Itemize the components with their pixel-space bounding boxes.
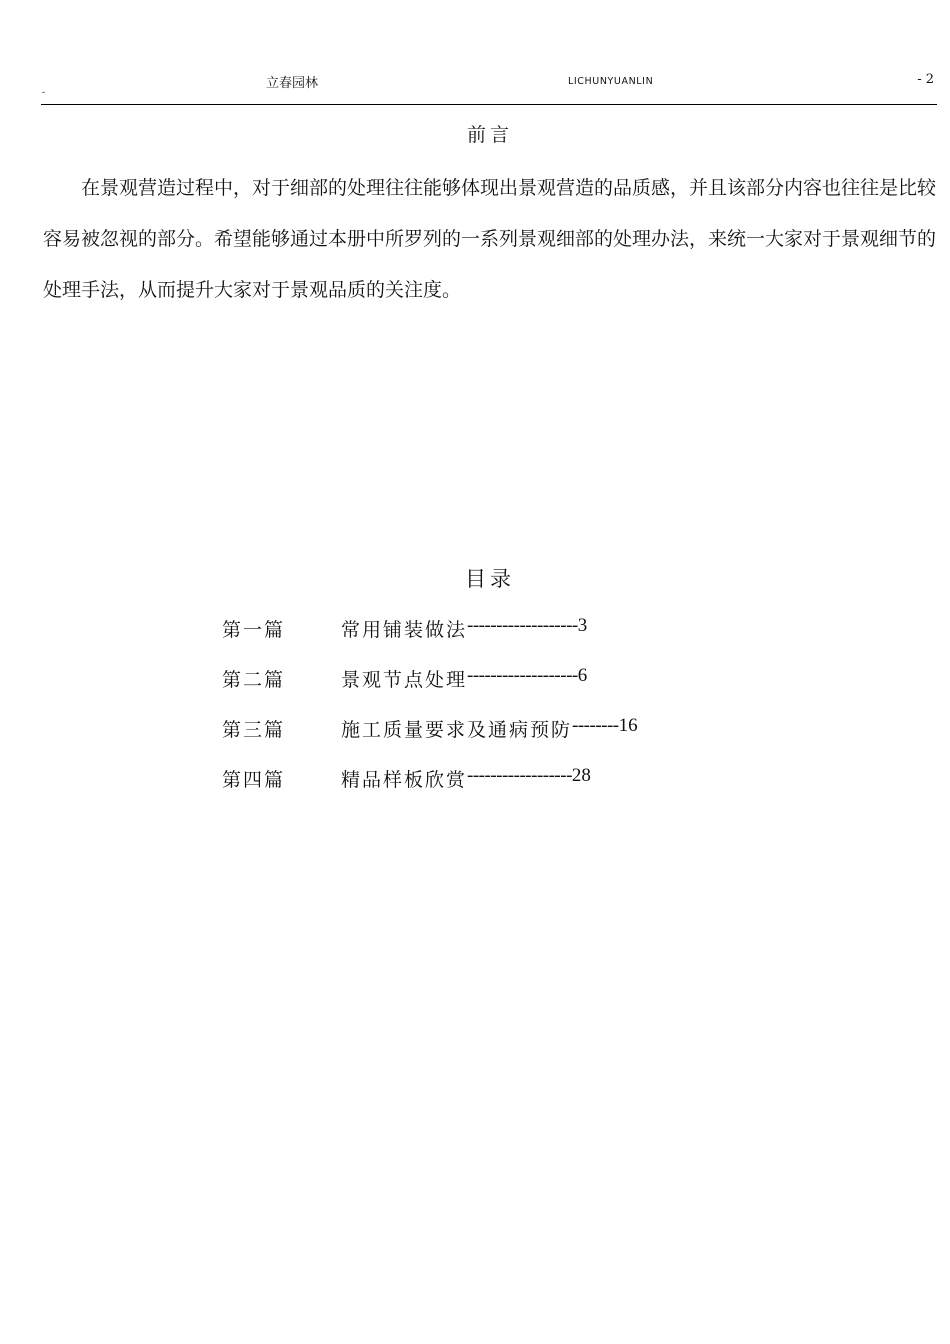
header-company-latin: LICHUNYUANLIN xyxy=(568,76,654,87)
toc-entry[interactable] xyxy=(222,765,638,815)
toc-title: 目录 xyxy=(465,567,515,591)
toc-entry-page: 28 xyxy=(571,765,591,786)
toc-entry-page: 6 xyxy=(577,665,588,686)
toc-entry[interactable] xyxy=(222,715,638,765)
toc-entry-part: 第一篇 xyxy=(222,619,286,641)
toc-entry-name: 施工质量要求及通病预防 xyxy=(341,719,573,741)
toc-entry-name: 常用铺装做法 xyxy=(341,619,468,641)
toc-entry-page: 3 xyxy=(577,615,588,636)
preface-paragraph: 在景观营造过程中，对于细部的处理往往能够体现出景观营造的品质感，并且该部分内容也往往是比较容易被忽视的部分。希望能够通过本册中所罗列的一系列景观细部的处理办法，来统一大家对于景观细节的处理手法，从而提升大家对于景观品质的关注度。 xyxy=(43,177,937,301)
toc-entry-leader: ------------------- xyxy=(467,665,578,686)
toc-entry-part: 第二篇 xyxy=(222,669,286,691)
toc-entry-name: 精品样板欣赏 xyxy=(341,769,468,791)
table-of-contents xyxy=(222,615,638,815)
toc-entry-leader: -------- xyxy=(572,715,619,736)
header-dash: - xyxy=(42,88,46,98)
toc-entry[interactable] xyxy=(222,615,638,665)
toc-entry-part: 第三篇 xyxy=(222,719,286,741)
toc-entry[interactable] xyxy=(222,665,638,715)
toc-entry-leader: ------------------- xyxy=(467,615,578,636)
toc-entry-leader: ------------------ xyxy=(467,765,572,786)
toc-entry-page: 16 xyxy=(618,715,638,736)
header-page-number: - 2 xyxy=(917,72,934,87)
header-company-name: 立春园林 xyxy=(266,76,319,91)
header-rule xyxy=(41,104,937,105)
toc-entry-part: 第四篇 xyxy=(222,769,286,791)
preface-title: 前言 xyxy=(466,124,513,146)
toc-entry-name: 景观节点处理 xyxy=(341,669,468,691)
preface-body xyxy=(43,163,936,316)
